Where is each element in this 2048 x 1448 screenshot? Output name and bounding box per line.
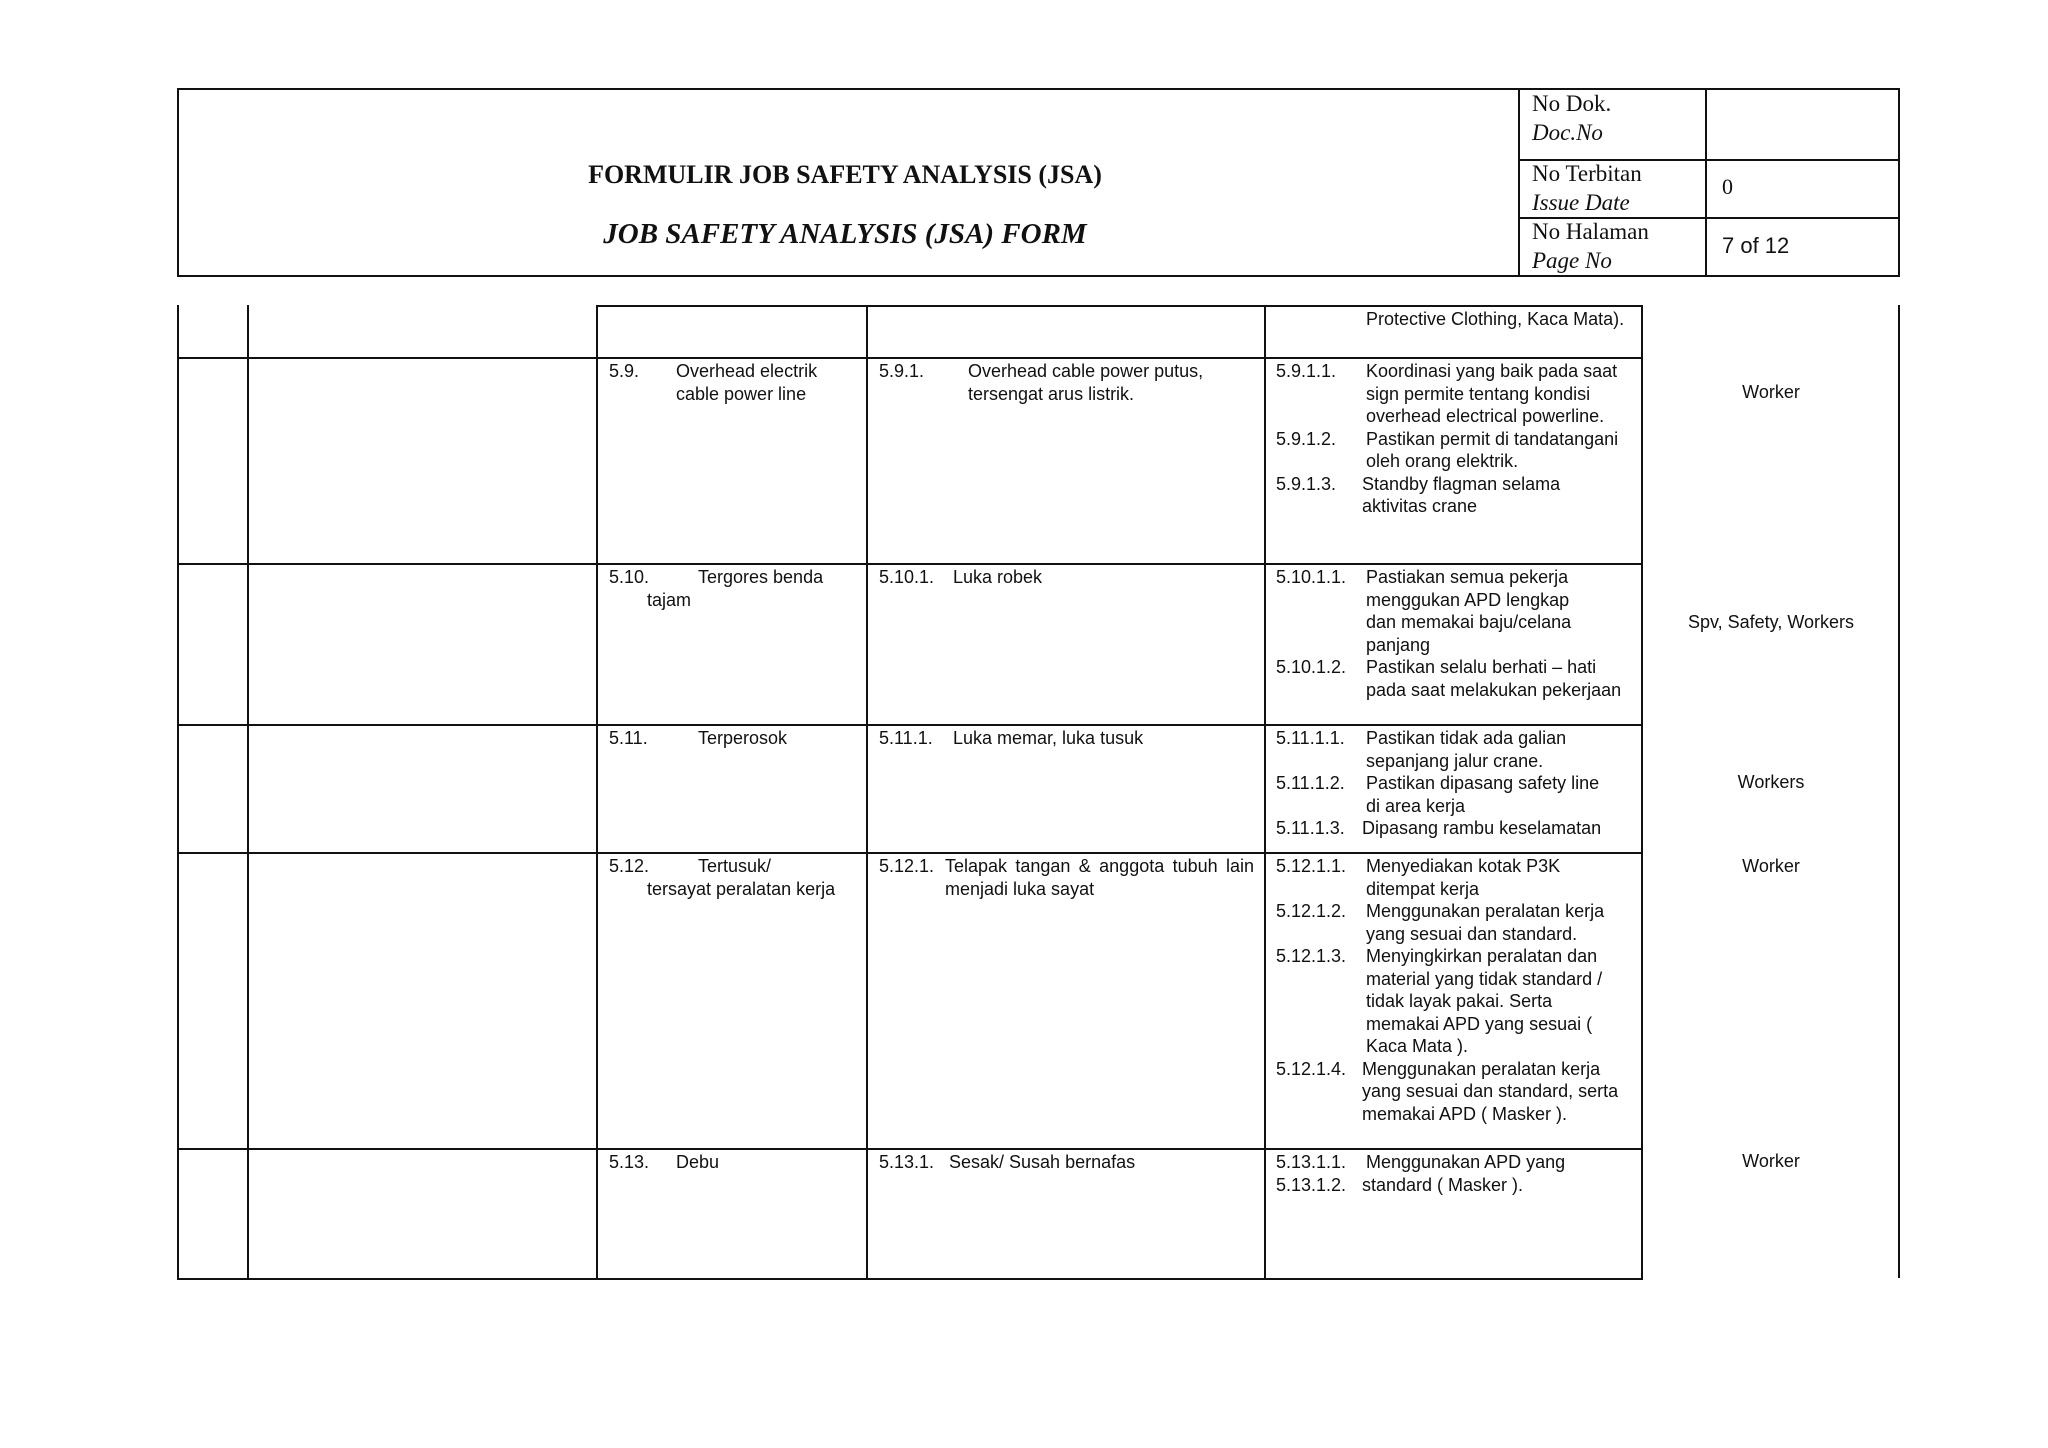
- hazard-item-continued: [609, 878, 859, 901]
- risk-item: [879, 566, 1259, 589]
- table-border: [177, 852, 1643, 854]
- table-border: [596, 305, 1643, 307]
- control-number: 5.10.1.2.: [1276, 657, 1347, 677]
- hazard-cell: [609, 855, 859, 900]
- hazard-text: tajam: [647, 589, 692, 610]
- table-border: [177, 1148, 1643, 1150]
- control-number: 5.13.1.1.: [1276, 1152, 1347, 1172]
- control-item: [1276, 945, 1631, 1058]
- hazard-text: Tergores benda: [698, 567, 824, 587]
- risk-cell: [879, 727, 1259, 750]
- doc-no-label-en: Doc.No: [1532, 120, 1603, 145]
- risk-number: 5.9.1.: [879, 361, 925, 381]
- control-cell: [1276, 360, 1621, 518]
- control-item: [1276, 1151, 1631, 1174]
- hazard-item: [609, 727, 859, 750]
- table-border: [1898, 305, 1900, 1278]
- table-border: [596, 305, 598, 1280]
- header-divider: [1705, 88, 1707, 277]
- control-text: Pastikan permit di tandatangani oleh orang elektrik.: [1366, 428, 1619, 471]
- hazard-number: 5.9.: [609, 361, 640, 381]
- control-number: 5.10.1.1.: [1276, 567, 1347, 587]
- control-item: [1276, 727, 1631, 772]
- issue-value: 0: [1722, 174, 1733, 199]
- control-number: 5.12.1.4.: [1276, 1058, 1347, 1079]
- hazard-number: 5.12.: [609, 856, 650, 876]
- hazard-item-continued: [609, 589, 859, 612]
- hazard-cell: [609, 1151, 859, 1174]
- control-item: [1276, 817, 1631, 840]
- risk-text: Luka memar, luka tusuk: [953, 728, 1144, 748]
- risk-text: Luka robek: [953, 567, 1043, 587]
- hazard-text: tersayat peralatan kerja: [647, 878, 836, 899]
- risk-text: Overhead cable power putus, tersengat arus listrik.: [968, 361, 1204, 404]
- control-cell: [1276, 566, 1631, 701]
- header-divider: [1518, 88, 1520, 277]
- page-label: [1532, 217, 1649, 275]
- control-number: 5.9.1.3.: [1276, 473, 1337, 494]
- control-text: Menggunakan peralatan kerja yang sesuai dan standard.: [1366, 901, 1605, 944]
- control-text: Menyediakan kotak P3K ditempat kerja: [1366, 856, 1561, 899]
- control-item: [1276, 308, 1636, 331]
- risk-item: [879, 727, 1259, 750]
- control-item: [1276, 566, 1631, 656]
- table-border: [177, 1278, 1643, 1280]
- risk-number: 5.12.1.: [879, 856, 935, 876]
- control-number: 5.12.1.1.: [1276, 856, 1347, 876]
- risk-number: 5.13.1.: [879, 1152, 935, 1172]
- page-label-id: No Halaman: [1532, 219, 1649, 244]
- control-number: 5.9.1.2.: [1276, 428, 1337, 449]
- control-text: Protective Clothing, Kaca Mata).: [1366, 309, 1625, 329]
- control-text: Menyingkirkan peralatan dan material yang tidak standard / tidak layak pakai. Serta memakai APD yang sesuai ( Kaca Mata ).: [1366, 946, 1603, 1056]
- table-border: [247, 305, 249, 1280]
- hazard-item: [609, 1151, 859, 1174]
- control-cell: [1276, 855, 1631, 1125]
- table-border: [177, 563, 1643, 565]
- control-cell: [1276, 308, 1636, 331]
- control-item: [1276, 772, 1631, 817]
- hazard-item: [609, 566, 859, 589]
- control-text: Koordinasi yang baik pada saat sign permite tentang kondisi overhead electrical powerline.: [1366, 361, 1618, 426]
- control-text: Dipasang rambu keselamatan: [1362, 818, 1602, 838]
- risk-number: 5.11.1.: [879, 728, 933, 748]
- control-text: Pastiakan semua pekerja menggukan APD lengkap dan memakai baju/celana panjang: [1366, 567, 1572, 655]
- table-border: [177, 305, 179, 1280]
- pic-cell: Worker: [1742, 382, 1800, 402]
- table-border: [1641, 305, 1643, 1280]
- control-text: Standby flagman selama aktivitas crane: [1362, 473, 1561, 516]
- form-title: FORMULIR JOB SAFETY ANALYSIS (JSA): [588, 160, 1102, 189]
- control-item: [1276, 428, 1621, 473]
- hazard-number: 5.11.: [609, 728, 648, 748]
- doc-no-label-id: No Dok.: [1532, 91, 1612, 116]
- control-text: Menggunakan peralatan kerja yang sesuai dan standard, serta memakai APD ( Masker ).: [1362, 1058, 1619, 1124]
- control-text: Menggunakan APD yang: [1366, 1152, 1566, 1172]
- issue-label-id: No Terbitan: [1532, 161, 1642, 186]
- control-cell: [1276, 727, 1631, 840]
- risk-cell: [879, 855, 1254, 900]
- doc-no-label: [1532, 89, 1611, 147]
- control-number: 5.12.1.2.: [1276, 901, 1347, 921]
- pic-cell: Worker: [1742, 856, 1800, 876]
- control-item: [1276, 360, 1621, 428]
- control-item: [1276, 1058, 1631, 1126]
- control-number: 5.11.1.1.: [1276, 728, 1345, 748]
- control-text: Pastikan tidak ada galian sepanjang jalur crane.: [1366, 728, 1567, 771]
- control-item: [1276, 656, 1631, 701]
- control-text: Pastikan dipasang safety line di area kerja: [1366, 773, 1600, 816]
- control-text: Pastikan selalu berhati – hati pada saat melakukan pekerjaan: [1366, 657, 1622, 700]
- risk-cell: [879, 1151, 1259, 1174]
- page-label-en: Page No: [1532, 248, 1612, 273]
- control-number: 5.12.1.3.: [1276, 946, 1347, 966]
- control-number: 5.11.1.3.: [1276, 818, 1345, 838]
- risk-number: 5.10.1.: [879, 567, 935, 587]
- form-title-english: JOB SAFETY ANALYSIS (JSA) FORM: [603, 218, 1087, 250]
- control-number: 5.11.1.2.: [1276, 773, 1345, 793]
- control-item: [1276, 900, 1631, 945]
- risk-text: Sesak/ Susah bernafas: [949, 1152, 1136, 1172]
- table-border: [177, 357, 1643, 359]
- page-value: 7 of 12: [1722, 233, 1790, 258]
- control-number: 5.13.1.2.: [1276, 1174, 1347, 1195]
- pic-cell: Workers: [1737, 772, 1805, 792]
- control-item: [1276, 473, 1621, 518]
- control-number: 5.9.1.1.: [1276, 361, 1337, 381]
- risk-item: [879, 855, 1254, 900]
- hazard-number: 5.13.: [609, 1152, 650, 1172]
- hazard-text: Overhead electrik cable power line: [676, 361, 818, 404]
- risk-cell: [879, 360, 1259, 405]
- control-text: standard ( Masker ).: [1362, 1174, 1524, 1195]
- hazard-item: [609, 855, 859, 878]
- pic-cell: Spv, Safety, Workers: [1687, 612, 1855, 632]
- hazard-number: 5.10.: [609, 567, 650, 587]
- hazard-text: Debu: [676, 1152, 720, 1172]
- table-border: [866, 305, 868, 1280]
- pic-cell: Worker: [1742, 1151, 1800, 1171]
- issue-label-en: Issue Date: [1532, 190, 1630, 215]
- table-border: [177, 724, 1643, 726]
- control-item: [1276, 855, 1631, 900]
- hazard-item: [609, 360, 859, 405]
- hazard-text: Terperosok: [698, 728, 788, 748]
- hazard-cell: [609, 566, 859, 611]
- hazard-cell: [609, 360, 859, 405]
- control-item: [1276, 1174, 1631, 1197]
- risk-item: [879, 360, 1259, 405]
- issue-label: [1532, 159, 1642, 217]
- hazard-text: Tertusuk/: [698, 856, 772, 876]
- control-cell: [1276, 1151, 1631, 1196]
- table-border: [1264, 305, 1266, 1280]
- risk-text: Telapak tangan & anggota tubuh lain menjadi luka sayat: [945, 856, 1254, 899]
- risk-item: [879, 1151, 1259, 1174]
- risk-cell: [879, 566, 1259, 589]
- hazard-cell: [609, 727, 859, 750]
